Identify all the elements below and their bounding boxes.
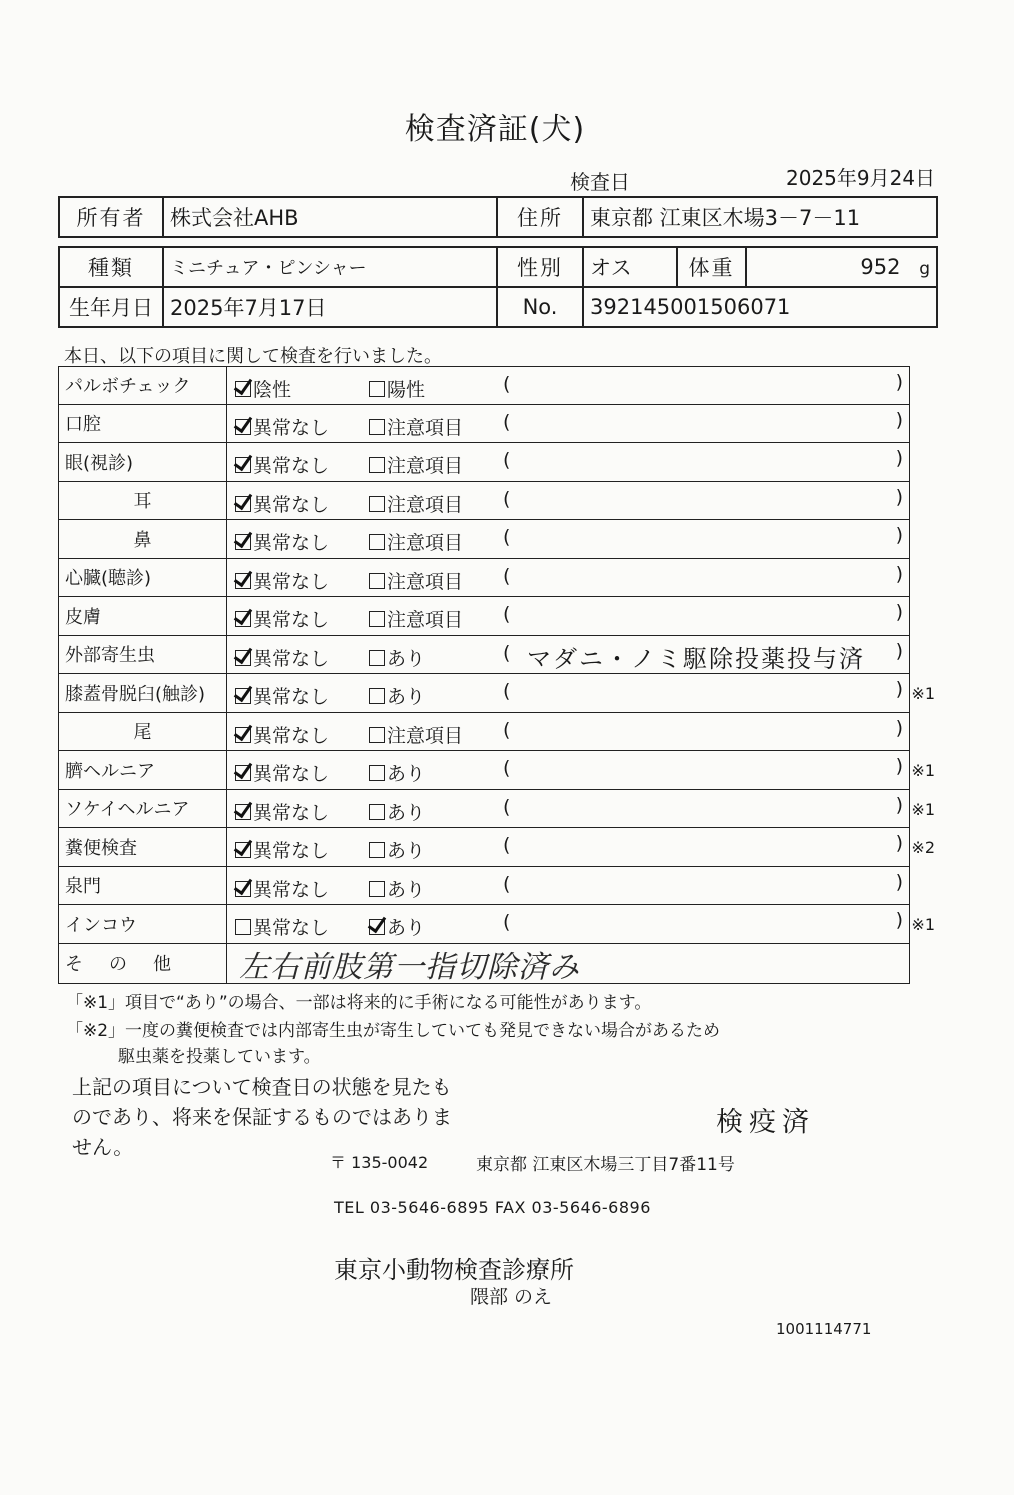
checkbox-icon[interactable]: [235, 496, 251, 512]
inspection-row: [58, 482, 910, 521]
option-2[interactable]: 陽性: [369, 375, 425, 402]
option-1[interactable]: 陰性: [235, 375, 291, 402]
checkbox-icon[interactable]: [369, 611, 385, 627]
checkbox-icon[interactable]: [235, 457, 251, 473]
paren-close: ): [895, 562, 903, 585]
checkbox-icon[interactable]: [369, 457, 385, 473]
owner-value: 株式会社AHB: [163, 197, 497, 237]
checkbox-icon[interactable]: [369, 688, 385, 704]
inspection-grid: [58, 366, 935, 985]
other-row: [58, 944, 910, 984]
paren-close: ): [895, 447, 903, 469]
row-label: 耳: [59, 482, 227, 520]
no-label: No.: [497, 287, 583, 327]
row-label: 外部寄生虫: [59, 636, 227, 674]
paren-close: ): [895, 870, 903, 893]
pet-table: [58, 246, 938, 328]
option-1[interactable]: 異常なし: [235, 567, 329, 594]
checkbox-icon[interactable]: [235, 611, 251, 627]
option-1[interactable]: 異常なし: [235, 798, 329, 825]
footnote-mark: ※1: [911, 684, 935, 703]
paren-open: (: [503, 564, 511, 587]
paren-close: ): [895, 755, 903, 777]
checkbox-icon[interactable]: [369, 804, 385, 820]
paren-open: (: [503, 373, 511, 395]
inspection-row: [58, 790, 935, 829]
footnote-2-continued: 駆虫薬を投薬しています。: [118, 1047, 321, 1067]
checkbox-icon[interactable]: [369, 650, 385, 666]
row-label: 尾: [59, 713, 227, 751]
row-label: 泉門: [59, 867, 227, 905]
footnote-mark: ※1: [911, 915, 935, 934]
option-1[interactable]: 異常なし: [235, 528, 329, 555]
paren-close: ): [895, 371, 903, 393]
page-title: 検査済証(犬): [404, 112, 586, 147]
option-2[interactable]: 注意項目: [369, 451, 463, 478]
checkbox-icon[interactable]: [369, 842, 385, 858]
paren-open: (: [503, 449, 511, 471]
clinic-postal: 〒 135-0042: [330, 1153, 429, 1172]
inspection-row: [58, 405, 910, 444]
option-2[interactable]: 注意項目: [369, 490, 463, 517]
no-value: 392145001506071: [583, 287, 937, 327]
option-2[interactable]: あり: [369, 913, 425, 940]
doctor-name: 隈部 のえ: [470, 1286, 553, 1308]
checkbox-icon[interactable]: [235, 573, 251, 589]
paren-close: ): [895, 793, 903, 816]
option-2[interactable]: 注意項目: [369, 413, 463, 440]
document-code: 1001114771: [776, 1320, 872, 1338]
checkbox-icon[interactable]: [369, 496, 385, 512]
birth-label: 生年月日: [59, 287, 163, 327]
row-label: 口腔: [59, 405, 227, 443]
checkbox-icon[interactable]: [369, 381, 385, 397]
option-1[interactable]: 異常なし: [235, 875, 329, 902]
checkbox-icon[interactable]: [235, 534, 251, 550]
sex-label: 性別: [497, 247, 583, 287]
checkbox-icon[interactable]: [235, 419, 251, 435]
checkbox-icon[interactable]: [235, 381, 251, 397]
option-2[interactable]: あり: [369, 798, 425, 825]
inspection-row: [58, 597, 910, 636]
option-1[interactable]: 異常なし: [235, 490, 329, 517]
inspection-date: 2025年9月24日: [786, 166, 936, 190]
option-1[interactable]: 異常なし: [235, 721, 329, 748]
paren-close: ): [895, 639, 903, 662]
clinic-name: 東京小動物検査診療所: [334, 1256, 574, 1284]
weight-unit: g: [919, 259, 930, 279]
inspection-row: [58, 366, 910, 405]
owner-table: [58, 196, 938, 238]
paren-close: ): [895, 601, 903, 623]
option-2[interactable]: あり: [369, 836, 425, 863]
paren-close: ): [895, 909, 903, 931]
checkbox-icon[interactable]: [235, 804, 251, 820]
clinic-address: 東京都 江東区木場三丁目7番11号: [476, 1155, 735, 1175]
paren-close: ): [895, 524, 903, 546]
quarantine-stamp: 検疫済: [716, 1107, 815, 1138]
clinic-tel-fax: TEL 03-5646-6895 FAX 03-5646-6896: [334, 1198, 651, 1217]
row-label: 眼(視診): [59, 443, 227, 481]
option-1[interactable]: 異常なし: [235, 451, 329, 478]
paren-close: ): [895, 832, 903, 854]
inspection-date-label: 検査日: [570, 170, 630, 194]
inspection-row: [58, 636, 910, 675]
paren-close: ): [895, 716, 903, 739]
address-value: 東京都 江東区木場3－7－11: [583, 197, 937, 237]
paren-close: ): [895, 678, 903, 700]
checkbox-icon[interactable]: [369, 919, 385, 935]
inspection-row: [58, 520, 910, 559]
row-label: 心臓(聴診): [59, 559, 227, 597]
footnote-mark: ※1: [911, 799, 935, 819]
paren-close: ): [895, 408, 903, 431]
paren-open: (: [503, 911, 511, 933]
checkbox-icon[interactable]: [235, 842, 251, 858]
option-1[interactable]: 異常なし: [235, 836, 329, 863]
option-1[interactable]: 異常なし: [235, 644, 329, 671]
row-label: 糞便検査: [59, 828, 227, 866]
option-1[interactable]: 異常なし: [235, 913, 329, 940]
owner-label: 所有者: [59, 197, 163, 237]
inspection-row: [58, 674, 935, 713]
checkbox-icon[interactable]: [369, 881, 385, 897]
option-2[interactable]: 注意項目: [369, 721, 463, 748]
inspection-row: [58, 559, 910, 598]
option-2[interactable]: あり: [369, 644, 425, 671]
checkbox-icon[interactable]: [235, 765, 251, 781]
row-label: インコウ: [59, 905, 227, 943]
footnote-mark: ※1: [911, 761, 935, 780]
option-2[interactable]: 注意項目: [369, 528, 463, 555]
paren-open: (: [503, 487, 511, 510]
paren-open: (: [503, 757, 511, 779]
footnote-1: 「※1」項目で“あり”の場合、一部は将来的に手術になる可能性があります。: [66, 993, 652, 1013]
paren-open: (: [503, 641, 511, 664]
weight-value: 952: [860, 255, 901, 279]
row-label: 鼻: [59, 520, 227, 558]
checkbox-icon[interactable]: [369, 534, 385, 550]
row-label: パルボチェック: [59, 367, 227, 404]
option-2[interactable]: あり: [369, 759, 425, 786]
checkbox-icon[interactable]: [369, 419, 385, 435]
option-1[interactable]: 異常なし: [235, 759, 329, 786]
handwritten-note: 左右前肢第一指切除済み: [239, 949, 580, 985]
paren-open: (: [503, 603, 511, 625]
inspection-row: [58, 713, 910, 752]
checkbox-icon[interactable]: [369, 573, 385, 589]
paren-open: (: [503, 680, 511, 702]
paren-open: (: [503, 526, 511, 548]
other-label: その他: [59, 944, 227, 983]
sex-value: オス: [583, 247, 677, 287]
paren-open: (: [503, 410, 511, 433]
paren-open: (: [503, 872, 511, 895]
option-1[interactable]: 異常なし: [235, 682, 329, 709]
option-1[interactable]: 異常なし: [235, 605, 329, 632]
row-label: 臍ヘルニア: [59, 751, 227, 789]
paren-open: (: [503, 718, 511, 741]
footnote-2: 「※2」一度の糞便検査では内部寄生虫が寄生していても発見できない場合があるため: [66, 1021, 721, 1041]
row-label: 皮膚: [59, 597, 227, 635]
type-label: 種類: [59, 247, 163, 287]
birth-value: 2025年7月17日: [163, 287, 497, 327]
inspection-row: [58, 905, 935, 944]
inspection-row: [58, 867, 910, 906]
row-note: マダニ・ノミ駆除投薬投与済: [527, 644, 865, 673]
checkbox-icon[interactable]: [235, 650, 251, 666]
type-value: ミニチュア・ピンシャー: [163, 247, 497, 287]
row-label: 膝蓋骨脱臼(触診): [59, 674, 227, 712]
checkbox-icon[interactable]: [235, 727, 251, 743]
inspection-row: [58, 828, 935, 867]
intro-text: 本日、以下の項目に関して検査を行いました。: [64, 346, 442, 367]
checkbox-icon[interactable]: [235, 919, 251, 935]
paren-close: ): [895, 485, 903, 508]
option-2[interactable]: あり: [369, 875, 425, 902]
weight-cell: [746, 247, 937, 287]
inspection-row: [58, 443, 910, 482]
address-label: 住所: [497, 197, 583, 237]
weight-label: 体重: [677, 247, 746, 287]
option-2[interactable]: 注意項目: [369, 605, 463, 632]
option-2[interactable]: あり: [369, 682, 425, 709]
checkbox-icon[interactable]: [235, 881, 251, 897]
inspection-row: [58, 751, 935, 790]
checkbox-icon[interactable]: [369, 727, 385, 743]
disclaimer: 上記の項目について検査日の状態を見たものであり、将来を保証するものではありません。: [72, 1075, 452, 1159]
checkbox-icon[interactable]: [369, 765, 385, 781]
option-2[interactable]: 注意項目: [369, 567, 463, 594]
paren-open: (: [503, 834, 511, 856]
checkbox-icon[interactable]: [235, 688, 251, 704]
option-1[interactable]: 異常なし: [235, 413, 329, 440]
footnote-mark: ※2: [911, 838, 935, 857]
paren-open: (: [503, 795, 511, 818]
row-label: ソケイヘルニア: [59, 790, 227, 828]
